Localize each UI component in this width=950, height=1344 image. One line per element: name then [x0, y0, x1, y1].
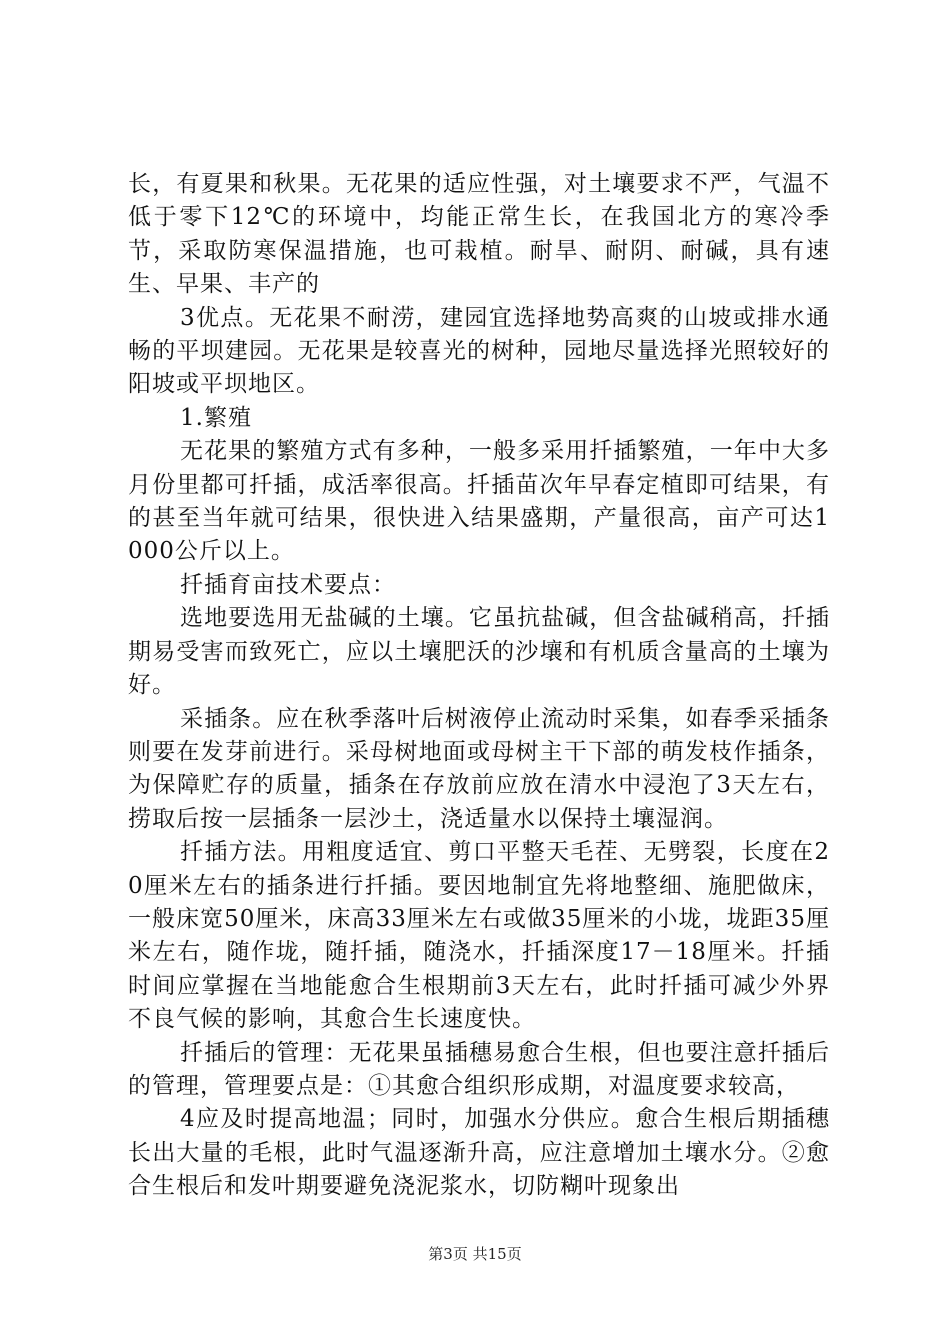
paragraph: 长，有夏果和秋果。无花果的适应性强，对土壤要求不严，气温不低于零下12℃的环境中，均能正常生长，在我国北方的寒冷季节，采取防寒保温措施，也可栽植。耐旱、耐阴、耐碱，具有速生、早果、丰产的: [128, 171, 830, 298]
paragraph: 扦插后的管理：无花果虽插穗易愈合生根，但也要注意扦插后的管理，管理要点是：①其愈合组织形成期，对温度要求较高，: [128, 1039, 830, 1099]
page-footer: [0, 1243, 950, 1264]
paragraph: 3优点。无花果不耐涝，建园宜选择地势高爽的山坡或排水通畅的平坝建园。无花果是较喜光的树种，园地尽量选择光照较好的阳坡或平坝地区。: [128, 304, 830, 398]
document-body: [128, 168, 830, 1204]
section-heading: 1.繁殖: [180, 404, 252, 431]
paragraph: 采插条。应在秋季落叶后树液停止流动时采集，如春季采插条则要在发芽前进行。采母树地面或母树主干下部的萌发枝作插条，为保障贮存的质量，插条在存放前应放在清水中浸泡了3天左右，捞取后按一层插条一层沙土，浇适量水以保持土壤湿润。: [128, 705, 830, 832]
page-number-label: 第3页 共15页: [428, 1245, 522, 1263]
paragraph: 4应及时提高地温；同时，加强水分供应。愈合生根后期插穗长出大量的毛根，此时气温逐渐升高，应注意增加土壤水分。②愈合生根后和发叶期要避免浇泥浆水，切防糊叶现象出: [128, 1106, 830, 1200]
paragraph: 扦插方法。用粗度适宜、剪口平整天毛茬、无劈裂，长度在20厘米左右的插条进行扦插。要因地制宜先将地整细、施肥做床，一般床宽50厘米，床高33厘米左右或做35厘米的小垅，垅距35厘米左右，随作垅，随扦插，随浇水，扦插深度17－18厘米。扦插时间应掌握在当地能愈合生根期前3天左右，此时扦插可减少外界不良气候的影响，其愈合生长速度快。: [128, 839, 830, 1033]
paragraph: 选地要选用无盐碱的土壤。它虽抗盐碱，但含盐碱稍高，扦插期易受害而致死亡，应以土壤肥沃的沙壤和有机质含量高的土壤为好。: [128, 605, 830, 699]
paragraph: 无花果的繁殖方式有多种，一般多采用扦插繁殖，一年中大多月份里都可扦插，成活率很高。扦插苗次年早春定植即可结果，有的甚至当年就可结果，很快进入结果盛期，产量很高，亩产可达1000公斤以上。: [128, 438, 830, 565]
subheading: 扦插育亩技术要点：: [180, 571, 396, 598]
